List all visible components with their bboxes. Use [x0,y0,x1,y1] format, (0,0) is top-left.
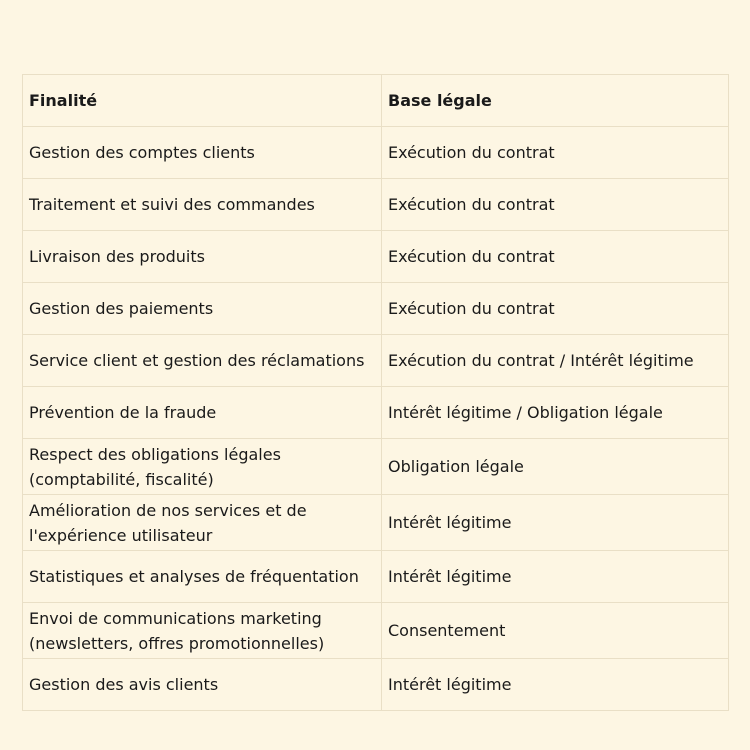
table-row [23,283,729,335]
legal-basis-table-container [22,74,728,711]
purpose-cell: Gestion des avis clients [23,659,382,711]
legal-basis-table [22,74,729,711]
purpose-cell: Amélioration de nos services et de l'expérience utilisateur [23,495,382,551]
table-row [23,439,729,495]
purpose-cell: Statistiques et analyses de fréquentation [23,551,382,603]
header-purpose: Finalité [23,75,382,127]
table-row [23,127,729,179]
purpose-cell: Gestion des comptes clients [23,127,382,179]
purpose-cell: Service client et gestion des réclamations [23,335,382,387]
legal-basis-cell: Exécution du contrat [382,283,729,335]
header-legal-basis: Base légale [382,75,729,127]
purpose-cell: Traitement et suivi des commandes [23,179,382,231]
legal-basis-cell: Intérêt légitime [382,551,729,603]
table-row [23,387,729,439]
legal-basis-cell: Intérêt légitime [382,659,729,711]
table-row [23,659,729,711]
legal-basis-cell: Exécution du contrat / Intérêt légitime [382,335,729,387]
purpose-cell: Gestion des paiements [23,283,382,335]
legal-basis-cell: Obligation légale [382,439,729,495]
purpose-cell: Respect des obligations légales (comptabilité, fiscalité) [23,439,382,495]
table-header-row [23,75,729,127]
legal-basis-cell: Intérêt légitime / Obligation légale [382,387,729,439]
legal-basis-cell: Exécution du contrat [382,179,729,231]
table-row [23,495,729,551]
table-row [23,335,729,387]
purpose-cell: Livraison des produits [23,231,382,283]
table-row [23,179,729,231]
table-row [23,551,729,603]
purpose-cell: Envoi de communications marketing (newsletters, offres promotionnelles) [23,603,382,659]
legal-basis-cell: Intérêt légitime [382,495,729,551]
legal-basis-cell: Consentement [382,603,729,659]
legal-basis-cell: Exécution du contrat [382,127,729,179]
purpose-cell: Prévention de la fraude [23,387,382,439]
legal-basis-cell: Exécution du contrat [382,231,729,283]
table-row [23,603,729,659]
table-row [23,231,729,283]
